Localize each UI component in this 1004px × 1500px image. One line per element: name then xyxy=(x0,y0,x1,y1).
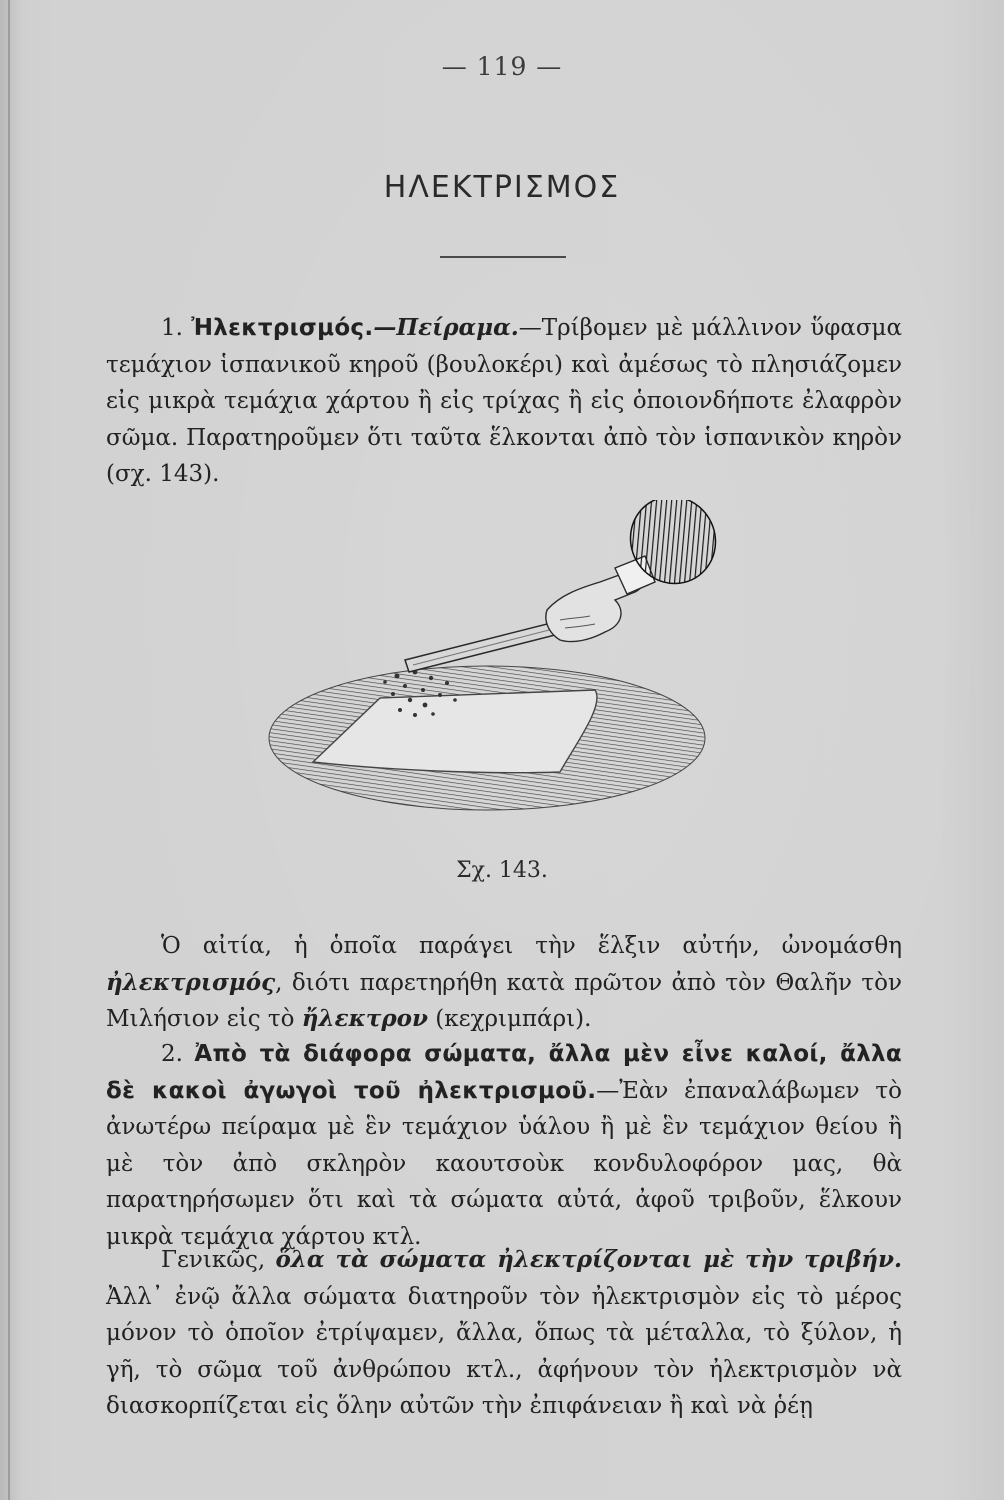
rubbing-wax-experiment-drawing xyxy=(255,500,725,850)
page-number: — 119 — xyxy=(441,52,563,81)
paragraph-cause-before: Ὁ αἰτία, ἡ ὁποῖα παράγει τὴν ἕλξιν αὐτήν, ὠνομάσθη xyxy=(161,933,902,959)
paragraph-general-emphasis: ὅλα τὰ σώματα ἠλεκτρίζονται μὲ τὴν τριβήν. xyxy=(275,1246,902,1273)
section-2 xyxy=(106,1036,902,1255)
section-1-title: Ἠλεκτρισμός. xyxy=(191,315,374,341)
section-1-subtitle: —Πείραμα. xyxy=(373,314,519,341)
section-2-number: 2. xyxy=(161,1041,183,1067)
section-1-number: 1. xyxy=(161,315,183,341)
section-2-title: Ἀπὸ τὰ διάφορα σώματα, ἄλλα μὲν εἶνε καλοί, ἄλλα δὲ κακοὶ ἀγωγοὶ τοῦ ἠλεκτρισμοῦ. xyxy=(106,1041,903,1104)
paragraph-general-lead: Γενικῶς, xyxy=(161,1247,276,1273)
section-1-text: —Τρίβομεν μὲ μάλλινον ὕφασμα τεμάχιον ἱσπανικοῦ κηροῦ (βουλοκέρι) καὶ ἀμέσως τὸ πλησιάζομεν εἰς μικρὰ τεμάχια χάρτου ἢ εἰς τρίχας ἢ εἰς ὁποιονδήποτε ἐλαφρὸν σῶμα. Παρατηροῦμεν ὅτι ταῦτα ἕλκονται ἀπὸ τὸν ἱσπανικὸν κηρὸν (σχ. 143). xyxy=(106,315,903,487)
paragraph-cause-text xyxy=(106,928,902,1038)
figure-143-caption: Σχ. 143. xyxy=(456,858,548,883)
section-2-text: —Ἐὰν ἐπαναλάβωμεν τὸ ἀνωτέρω πείραμα μὲ ἓν τεμάχιον ὑάλου ἢ μὲ ἓν τεμάχιον θείου ἢ μὲ τὸν ἀπὸ σκληρὸν καουτσοὺκ κονδυλοφόρον μας, θὰ παρατηρήσωμεν ὅτι καὶ τὰ σώματα αὐτά, ἀφοῦ τριβοῦν, ἕλκουν μικρὰ τεμάχια χάρτου κτλ. xyxy=(106,1077,902,1250)
term-amber: ἤλεκτρον xyxy=(301,1005,428,1032)
section-1-paragraph xyxy=(106,310,902,493)
figure-143-illustration xyxy=(255,500,725,850)
chapter-title: ΗΛΕΚΤΡΙΣΜΟΣ xyxy=(383,170,621,205)
section-2-paragraph xyxy=(106,1036,902,1255)
paragraph-general xyxy=(106,1242,902,1425)
page-binding-edge xyxy=(8,0,10,1500)
section-1 xyxy=(106,310,902,493)
term-electricity: ἠλεκτρισμός xyxy=(106,968,276,996)
paragraph-general-body: Ἀλλ᾽ ἐνῷ ἄλλα σώματα διατηροῦν τὸν ἠλεκτρισμὸν εἰς τὸ μέρος μόνον τὸ ὁποῖον ἐτρίψαμεν, ἄλλα, ὅπως τὰ μέταλλα, τὸ ξύλον, ἡ γῆ, τὸ σῶμα τοῦ ἀνθρώπου κτλ., ἀφήνουν τὸν ἠλεκτρισμὸν νὰ διασκορπίζεται εἰς ὅλην αὐτῶν τὴν ἐπιφάνειαν ἢ καὶ νὰ ῥέῃ xyxy=(106,1283,902,1419)
paragraph-cause-after: (κεχριμπάρι). xyxy=(427,1006,592,1032)
paragraph-cause xyxy=(106,928,902,1038)
title-underline-rule xyxy=(440,256,566,258)
paragraph-general-text xyxy=(106,1242,902,1425)
paragraph-cause-middle: , διότι παρετηρήθη κατὰ πρῶτον ἀπὸ τὸν Θαλῆν τὸν Μιλήσιον εἰς τὸ xyxy=(106,969,902,1032)
